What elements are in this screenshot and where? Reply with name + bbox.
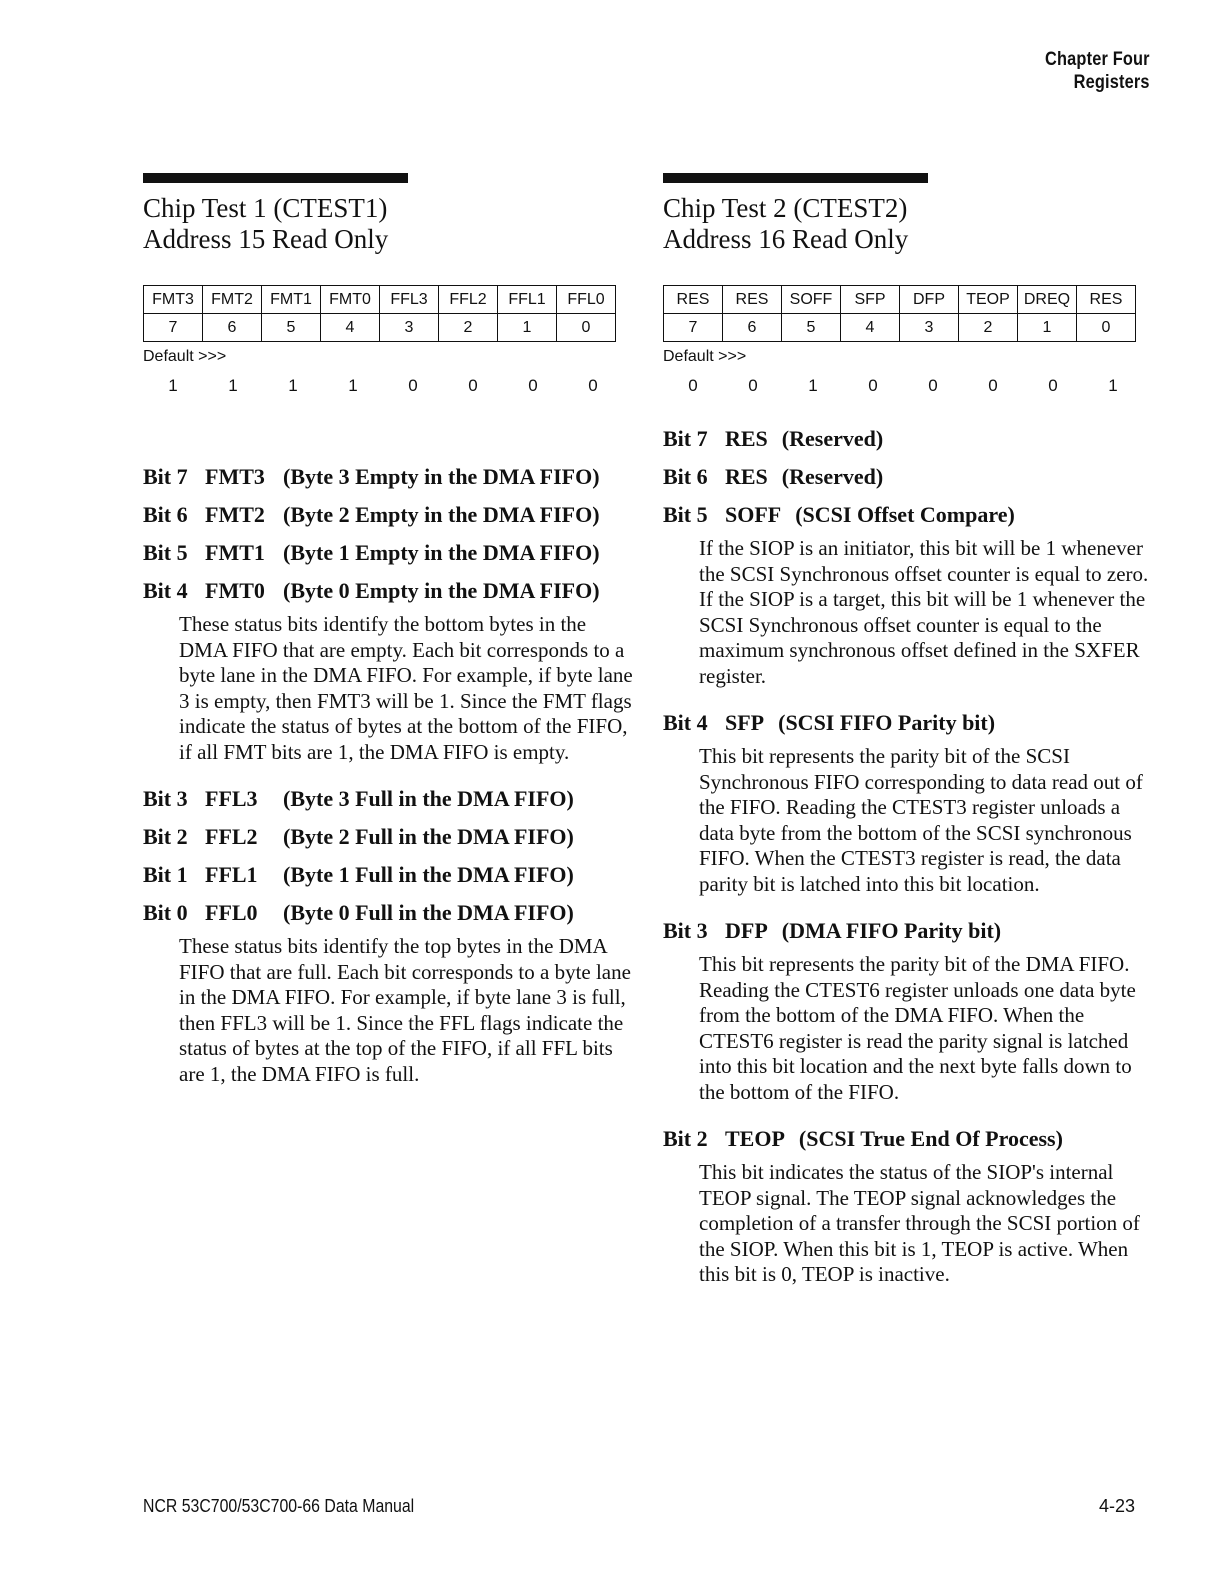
bit-number: Bit 3 [143, 786, 188, 811]
default-values [143, 376, 633, 396]
bit-description: (Byte 1 Empty in the DMA FIFO) [283, 540, 600, 565]
default-value: 0 [988, 376, 998, 395]
bit-cell: 2 [959, 314, 1018, 342]
bit-heading [143, 502, 633, 528]
default-value: 1 [288, 376, 298, 395]
bit-description: (Byte 0 Empty in the DMA FIFO) [283, 578, 600, 603]
footer-manual: NCR 53C700/53C700-66 Data Manual [143, 1496, 415, 1516]
bit-heading [143, 824, 633, 850]
bit-number: Bit 5 [663, 502, 708, 527]
bit-cell: 6 [203, 314, 262, 342]
default-value: 0 [528, 376, 538, 395]
dfp-paragraph: This bit represents the parity bit of the DMA FIFO. Reading the CTEST6 register unloads one data byte from the bottom of the DMA FIFO. When the CTEST6 register is read the parity signal is latched into this bit location and the next byte falls down to the bottom of the FIFO. [699, 952, 1136, 1104]
ctest2-section [663, 173, 1153, 1309]
chapter-label: Chapter Four [1045, 49, 1150, 70]
ctest2-title-address: Address 16 Read Only [663, 224, 909, 254]
bit-description: (Reserved) [781, 426, 884, 451]
bit-heading [663, 426, 1153, 452]
default-value: 1 [1108, 376, 1118, 395]
bit-name: FMT0 [205, 578, 265, 603]
reg-cell: RES [1077, 286, 1136, 314]
register-names-row [144, 286, 616, 314]
reg-cell: TEOP [959, 286, 1018, 314]
default-value: 0 [408, 376, 418, 395]
default-value: 1 [228, 376, 238, 395]
default-value: 0 [748, 376, 758, 395]
bit-heading [143, 464, 633, 490]
reg-cell: FFL3 [380, 286, 439, 314]
ctest2-register-table [663, 285, 1136, 342]
bit-number: Bit 4 [143, 578, 188, 603]
reg-cell: FMT1 [262, 286, 321, 314]
bit-heading [663, 502, 1153, 528]
default-value: 0 [468, 376, 478, 395]
bit-cell: 3 [380, 314, 439, 342]
bit-name: FMT1 [205, 540, 265, 565]
bit-cell: 5 [262, 314, 321, 342]
title-rule [143, 173, 408, 183]
reg-cell: FMT3 [144, 286, 203, 314]
bit-name: FMT2 [205, 502, 265, 527]
bit-cell: 4 [841, 314, 900, 342]
reg-cell: RES [664, 286, 723, 314]
bit-cell: 0 [1077, 314, 1136, 342]
reg-cell: DREQ [1018, 286, 1077, 314]
bit-name: FFL2 [205, 824, 258, 849]
ffl-paragraph: These status bits identify the top bytes in the DMA FIFO that are full. Each bit corresponds to a byte lane in the DMA FIFO. For example, if byte lane 3 is full, then FFL3 will be 1. Since the FFL flags indicate the status of bytes at the top of the FIFO, if all FFL bits are 1, the DMA FIFO is full. [179, 934, 631, 1086]
bit-cell: 3 [900, 314, 959, 342]
bit-cell: 7 [664, 314, 723, 342]
bit-name: RES [725, 464, 768, 489]
default-value: 1 [808, 376, 818, 395]
bit-number: Bit 5 [143, 540, 188, 565]
bit-description: (Byte 3 Full in the DMA FIFO) [283, 786, 574, 811]
bit-cell: 7 [144, 314, 203, 342]
bit-cell: 5 [782, 314, 841, 342]
ctest2-title-name: Chip Test 2 (CTEST2) [663, 193, 908, 223]
reg-cell: SFP [841, 286, 900, 314]
reg-cell: DFP [900, 286, 959, 314]
bit-name: TEOP [725, 1126, 785, 1151]
chapter-header [1045, 48, 1150, 94]
reg-cell: FFL2 [439, 286, 498, 314]
bit-number: Bit 6 [143, 502, 188, 527]
bit-cell: 4 [321, 314, 380, 342]
bit-description: (Byte 2 Empty in the DMA FIFO) [283, 502, 600, 527]
sfp-paragraph: This bit represents the parity bit of the SCSI Synchronous FIFO corresponding to data read out of the FIFO. Reading the CTEST3 register unloads a data byte from the bottom of the SCSI synchronous FIFO. When the CTEST3 register is read, the data parity bit is latched into this bit location. [699, 744, 1143, 896]
bit-heading [663, 918, 1153, 944]
ctest1-register-table [143, 285, 616, 342]
bit-number: Bit 7 [143, 464, 188, 489]
default-value: 1 [348, 376, 358, 395]
bit-number: Bit 4 [663, 710, 708, 735]
bit-name: RES [725, 426, 768, 451]
bit-cell: 1 [498, 314, 557, 342]
bit-number: Bit 6 [663, 464, 708, 489]
bit-description: (Reserved) [781, 464, 884, 489]
register-names-row [664, 286, 1136, 314]
fmt-paragraph: These status bits identify the bottom bytes in the DMA FIFO that are empty. Each bit corresponds to a byte lane in the DMA FIFO. For example, if byte lane 3 is empty, then FMT3 will be 1. Since the FMT flags indicate the status of bytes at the bottom of the FIFO, if all FMT bits are 1, the DMA FIFO is empty. [179, 612, 633, 764]
ctest1-title-name: Chip Test 1 (CTEST1) [143, 193, 388, 223]
bit-number: Bit 7 [663, 426, 708, 451]
default-value: 0 [928, 376, 938, 395]
bit-description: (Byte 1 Full in the DMA FIFO) [283, 862, 574, 887]
bit-name: SOFF [725, 502, 782, 527]
bit-heading [143, 578, 633, 604]
default-value: 1 [168, 376, 178, 395]
reg-cell: SOFF [782, 286, 841, 314]
bit-cell: 1 [1018, 314, 1077, 342]
bit-heading [143, 862, 633, 888]
default-values [663, 376, 1153, 396]
register-bits-row [664, 314, 1136, 342]
default-value: 0 [588, 376, 598, 395]
bit-number: Bit 3 [663, 918, 708, 943]
bit-name: FMT3 [205, 464, 265, 489]
ctest2-title [663, 193, 1153, 255]
default-value: 0 [1048, 376, 1058, 395]
bit-number: Bit 0 [143, 900, 188, 925]
bit-cell: 2 [439, 314, 498, 342]
default-value: 0 [868, 376, 878, 395]
bit-heading [143, 540, 633, 566]
bit-heading [143, 900, 633, 926]
title-rule [663, 173, 928, 183]
bit-name: FFL0 [205, 900, 258, 925]
register-bits-row [144, 314, 616, 342]
ctest1-title [143, 193, 633, 255]
bit-number: Bit 2 [143, 824, 188, 849]
teop-paragraph: This bit indicates the status of the SIOP's internal TEOP signal. The TEOP signal acknowledges the completion of a transfer through the SCSI portion of the SIOP. When this bit is 1, TEOP is active. When this bit is 0, TEOP is inactive. [699, 1160, 1140, 1286]
bit-description: (Byte 2 Full in the DMA FIFO) [283, 824, 574, 849]
bit-description: (Byte 0 Full in the DMA FIFO) [283, 900, 574, 925]
bit-description: (SCSI FIFO Parity bit) [778, 710, 996, 735]
bit-number: Bit 1 [143, 862, 188, 887]
section-label: Registers [1073, 72, 1150, 93]
bit-description: (Byte 3 Empty in the DMA FIFO) [283, 464, 600, 489]
default-value: 0 [688, 376, 698, 395]
bit-heading [143, 786, 633, 812]
ctest1-section [143, 173, 633, 1108]
bit-heading [663, 710, 1153, 736]
default-label: Default >>> [663, 348, 747, 365]
bit-number: Bit 2 [663, 1126, 708, 1151]
bit-cell: 0 [557, 314, 616, 342]
bit-name: SFP [725, 710, 765, 735]
bit-description: (SCSI True End Of Process) [798, 1126, 1063, 1151]
bit-heading [663, 464, 1153, 490]
bit-cell: 6 [723, 314, 782, 342]
reg-cell: RES [723, 286, 782, 314]
bit-description: (DMA FIFO Parity bit) [781, 918, 1002, 943]
default-label: Default >>> [143, 348, 227, 365]
ctest1-title-address: Address 15 Read Only [143, 224, 389, 254]
reg-cell: FFL1 [498, 286, 557, 314]
bit-heading [663, 1126, 1153, 1152]
reg-cell: FMT0 [321, 286, 380, 314]
bit-description: (SCSI Offset Compare) [795, 502, 1015, 527]
reg-cell: FMT2 [203, 286, 262, 314]
soff-paragraph: If the SIOP is an initiator, this bit will be 1 whenever the SCSI Synchronous offset counter is equal to zero. If the SIOP is a target, this bit will be 1 whenever the SCSI Synchronous offset counter is equal to the maximum synchronous offset defined in the SXFER register. [699, 536, 1149, 688]
bit-name: DFP [725, 918, 768, 943]
footer-page-number: 4-23 [1098, 1496, 1135, 1516]
reg-cell: FFL0 [557, 286, 616, 314]
bit-name: FFL3 [205, 786, 258, 811]
bit-name: FFL1 [205, 862, 258, 887]
